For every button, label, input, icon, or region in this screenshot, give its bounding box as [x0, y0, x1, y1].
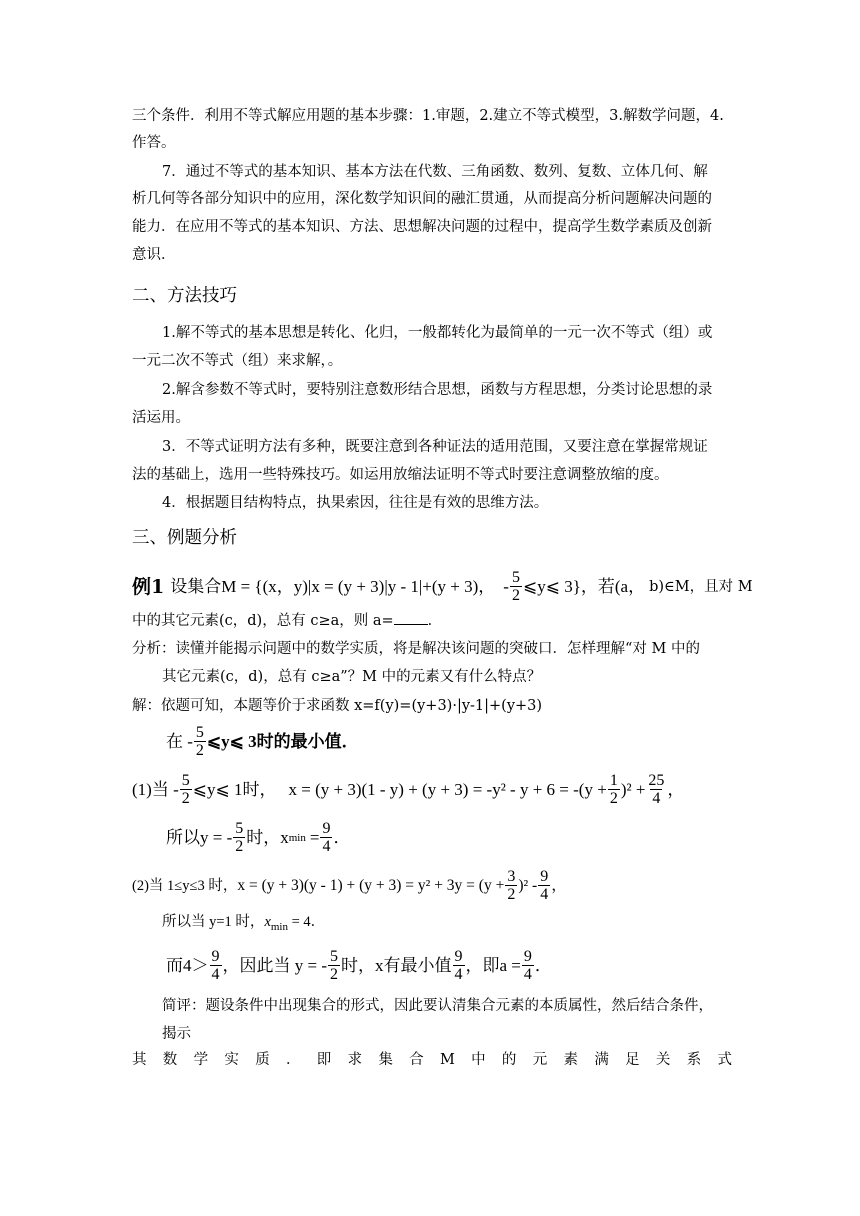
fraction: $\frac{5}{2}$	[181, 772, 190, 807]
comment-word: 即	[316, 1052, 332, 1068]
answer-blank	[394, 610, 428, 625]
example1-label: 例1	[132, 576, 165, 598]
p7-line2: 析几何等各部分知识中的应用，深化数学知识间的融汇贯通，从而提高分析问题解决问题的	[132, 191, 712, 207]
comment-word: 数	[162, 1052, 178, 1068]
case1-equation: (1)当 - $\frac{5}{2}$ ⩽y⩽ 1时， x = (y + 3)(1 - y) + (y + 3) = -y² - y + 6 = -(y + $\frac{1}{2}$ )² + $\frac{25}{4}$ ，	[132, 772, 685, 807]
comment-word: 中	[471, 1052, 486, 1068]
solution-intro: 解：依题可知，本题等价于求函数 x=f(y)=(y+3)·|y-1|+(y+3)	[132, 698, 543, 714]
fraction: $\frac{9}{4}$	[322, 820, 331, 855]
solution-min-statement: 在 - $\frac{5}{2}$ ⩽y⩽ 3时的最小值．	[166, 724, 359, 759]
section-heading-methods: 二、方法技巧	[132, 286, 237, 306]
fraction: $\frac{5}{2}$	[330, 948, 338, 983]
comment-word: 质	[255, 1052, 270, 1068]
comment-word: 合	[409, 1052, 424, 1068]
p7-line1: 7．通过不等式的基本知识、基本方法在代数、三角函数、数列、复数、立体几何、解	[162, 164, 708, 180]
comment-line1: 简评：题设条件中出现集合的形式，因此要认清集合元素的本质属性，然后结合条件，	[162, 998, 713, 1014]
example1-line2: 中的其它元素(c，d)，总有 c≥a，则 a= ．	[132, 610, 442, 631]
analysis-line2: 其它元素(c，d)，总有 c≥a”？M 中的元素又有什么特点？	[162, 669, 542, 685]
comment-word: 足	[625, 1052, 640, 1068]
fraction: $\frac{5}{2}$	[235, 820, 244, 855]
comment-word: 集	[378, 1052, 393, 1068]
comment-word: 素	[563, 1052, 579, 1068]
conclusion: 而4＞ $\frac{9}{4}$ ，因此当 y = - $\frac{5}{2}$ 时，x有最小值 $\frac{9}{4}$ ，即a = $\frac{9}{4}$ ．	[166, 948, 552, 983]
fraction: $\frac{5}{2}$	[195, 724, 204, 759]
comment-word: 满	[594, 1052, 609, 1068]
set-definition: 设集合M = {(x，y)|x = (y + 3)|y - 1|+(y + 3)，	[170, 577, 496, 596]
case1-result: 所以y = - $\frac{5}{2}$ 时，x min = $\frac{9}{4}$ ．	[166, 820, 351, 855]
tip3-line2: 法的基础上，选用一些特殊技巧。如运用放缩法证明不等式时要注意调整放缩的度。	[132, 467, 669, 483]
fraction: $\frac{25}{4}$	[648, 772, 665, 807]
fraction: $\frac{5}{2}$	[511, 569, 520, 604]
tip3-line1: 3．不等式证明方法有多种，既要注意到各种证法的适用范围，又要注意在掌握常规证	[162, 439, 708, 455]
comment-word: 其	[132, 1052, 147, 1068]
comment-word: 系	[686, 1052, 702, 1068]
comment-word: 式	[717, 1052, 732, 1068]
p7-line3: 能力．在应用不等式的基本知识、方法、思想解决问题的过程中，提高学生数学素质及创新	[132, 219, 712, 235]
p7-line4: 意识．	[132, 247, 176, 263]
p6-line2: 作答。	[132, 135, 176, 151]
comment-line3	[132, 1050, 732, 1070]
section-heading-examples: 三、例题分析	[132, 528, 237, 548]
fraction: $\frac{1}{2}$	[609, 772, 618, 807]
fraction: $\frac{9}{4}$	[523, 948, 532, 983]
comment-word: 的	[501, 1052, 517, 1068]
tip2-line1: 2.解含参数不等式时，要特别注意数形结合思想，函数与方程思想，分类讨论思想的录	[162, 382, 713, 398]
comment-word: 学	[193, 1052, 209, 1068]
comment-word: 求	[347, 1052, 363, 1068]
analysis-line1: 分析：读懂并能揭示问题中的数学实质，将是解决该问题的突破口．怎样理解“对 M 中的	[132, 641, 700, 657]
case2-result: 所以当 y=1 时，$x_{min} = 4$．	[162, 914, 326, 933]
tip4-line1: 4．根据题目结构特点，执果索因，往往是有效的思维方法。	[162, 495, 549, 511]
comment-word: ．	[285, 1052, 301, 1068]
fraction: $\frac{3}{2}$	[507, 868, 516, 903]
fraction: $\frac{9}{4}$	[454, 948, 463, 983]
comment-word: 元	[532, 1052, 548, 1068]
fraction: $\frac{9}{4}$	[211, 948, 220, 983]
comment-word: M	[439, 1052, 455, 1068]
comment-word: 关	[655, 1052, 671, 1068]
p6-line1: 三个条件．利用不等式解应用题的基本步骤：1.审题，2.建立不等式模型，3.解数学问题，4.	[132, 108, 724, 124]
fraction: $\frac{9}{4}$	[540, 868, 549, 903]
tip1-line2: 一元二次不等式（组）来求解，。	[132, 353, 343, 369]
comment-line2: 揭示	[162, 1026, 191, 1042]
case2-equation: (2)当 1≤y≤3 时， x = (y + 3)(y - 1) + (y + 3) = y² + 3y = (y + $\frac{3}{2}$ )² - $\frac{9}{4}$ ，	[132, 868, 567, 903]
tip1-line1: 1.解不等式的基本思想是转化、化归，一般都转化为最简单的一元一次不等式（组）或	[162, 325, 713, 341]
comment-word: 实	[224, 1052, 239, 1068]
example1-statement: 例1 设集合M = {(x，y)|x = (y + 3)|y - 1|+(y + 3)， - $\frac{5}{2}$ ⩽y⩽ 3}，若(a， b)∈M，且对 M	[132, 569, 753, 604]
tip2-line2: 活运用。	[132, 410, 190, 426]
